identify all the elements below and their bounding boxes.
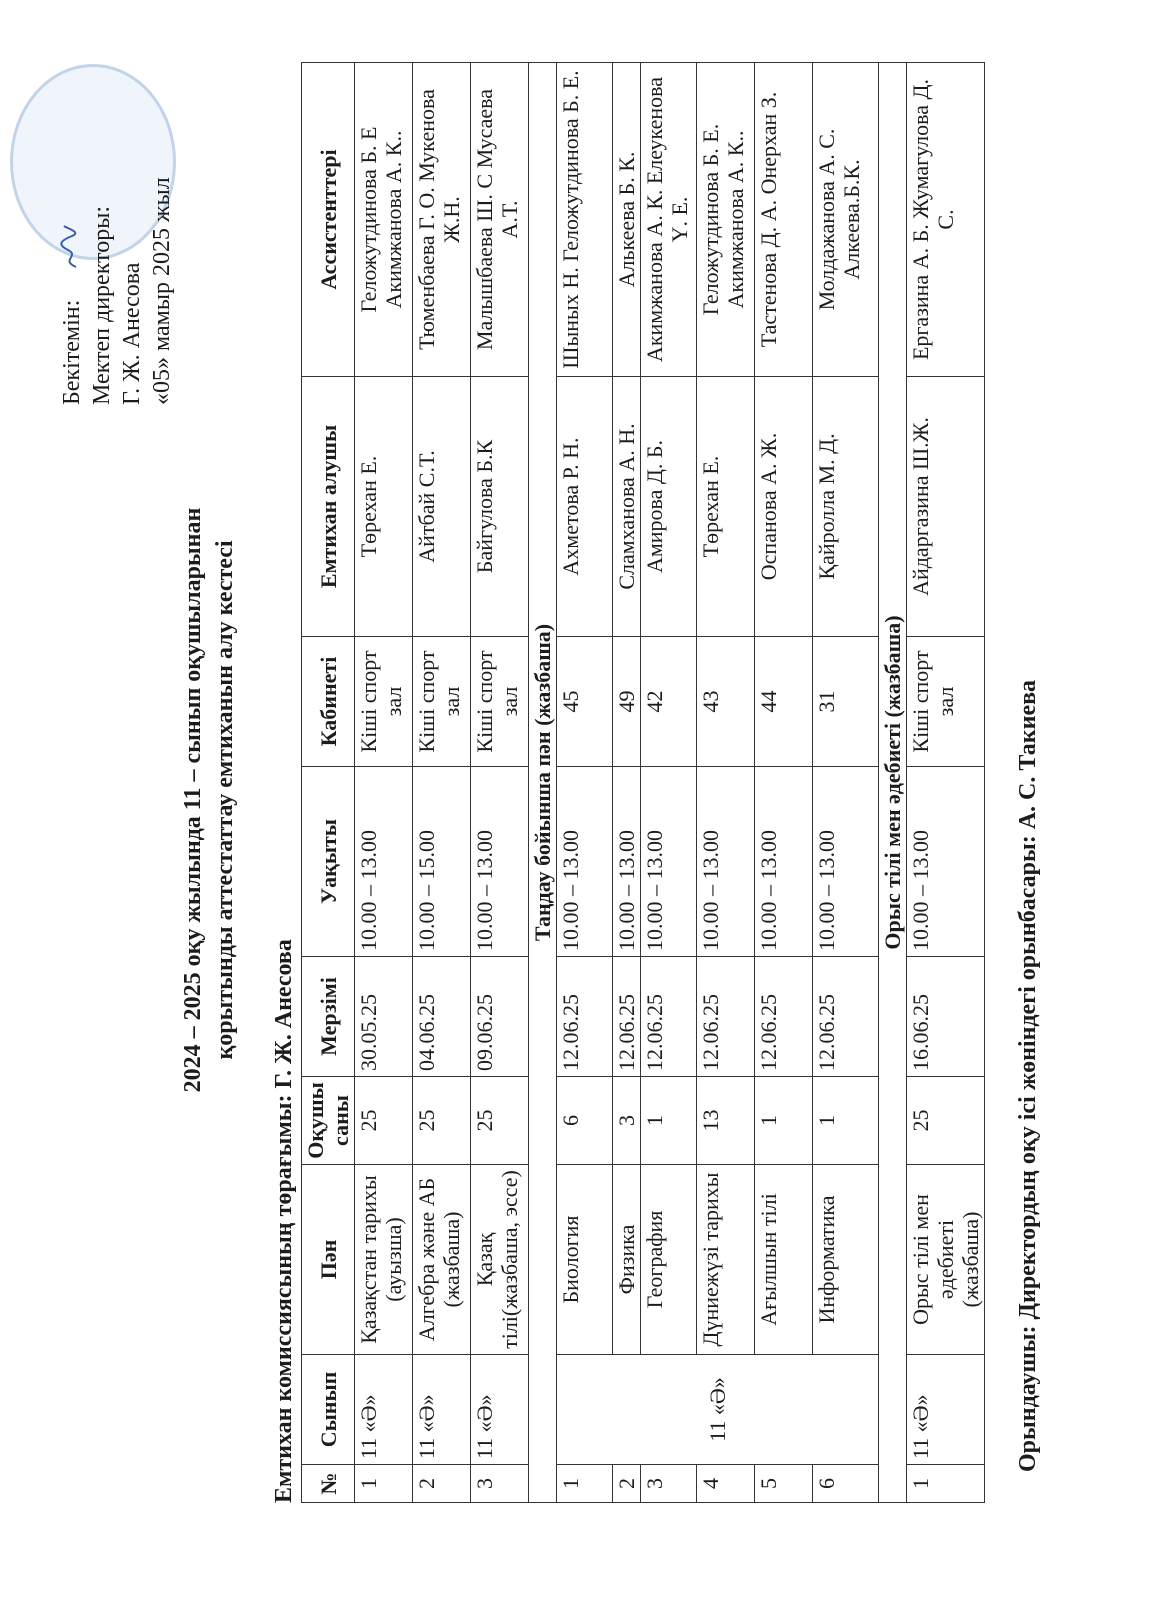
cell-room: Кіші спорт зал	[471, 637, 529, 767]
cell-students: 13	[697, 1077, 755, 1165]
cell-subject: Физика	[613, 1165, 641, 1355]
cell-date: 12.06.25	[755, 957, 813, 1077]
cell-time: 10.00 – 13.00	[641, 767, 697, 957]
approval-block	[57, 177, 177, 405]
cell-class: 11 «Ә»	[413, 1355, 471, 1465]
cell-assistants: Ергазина А. Б. Жумагулова Д. С.	[907, 63, 985, 377]
table-row	[697, 63, 755, 1503]
cell-date: 12.06.25	[697, 957, 755, 1077]
approval-director: Мектеп директоры:	[89, 205, 115, 405]
section-row-elective	[529, 63, 557, 1503]
col-header-students: Оқушы саны	[302, 1077, 355, 1165]
cell-assistants: Геложутдинова Б. Е. Акимжанова А. К..	[697, 63, 755, 377]
cell-room: 31	[813, 637, 879, 767]
cell-num: 1	[557, 1465, 613, 1503]
cell-time: 10.00 – 15.00	[413, 767, 471, 957]
cell-students: 25	[907, 1077, 985, 1165]
section-title-elective: Таңдау бойынша пән (жазбаша)	[529, 63, 557, 1503]
cell-students: 6	[557, 1077, 613, 1165]
cell-date: 04.06.25	[413, 957, 471, 1077]
col-header-class: Сынып	[302, 1355, 355, 1465]
cell-subject: Қазақстан тарихы (ауызша)	[355, 1165, 413, 1355]
cell-examiner: Айдаргазина Ш.Ж.	[907, 377, 985, 637]
cell-students: 25	[471, 1077, 529, 1165]
cell-examiner: Төрехан Е.	[355, 377, 413, 637]
cell-num: 2	[413, 1465, 471, 1503]
cell-date: 12.06.25	[557, 957, 613, 1077]
cell-subject: Дүниежүзі тарихы	[697, 1165, 755, 1355]
col-header-time: Уақыты	[302, 767, 355, 957]
cell-room: 43	[697, 637, 755, 767]
cell-assistants: Алькеева Б. К.	[613, 63, 641, 377]
schedule-table	[301, 62, 985, 1503]
table-row	[641, 63, 697, 1503]
cell-students: 1	[641, 1077, 697, 1165]
cell-assistants: Тастенова Д. А. Онерхан З.	[755, 63, 813, 377]
cell-subject: Орыс тілі мен әдебиеті (жазбаша)	[907, 1165, 985, 1355]
cell-room: Кіші спорт зал	[355, 637, 413, 767]
cell-class-merged: 11 «Ә»	[557, 1355, 879, 1465]
cell-room: 45	[557, 637, 613, 767]
col-header-num: №	[302, 1465, 355, 1503]
cell-students: 25	[355, 1077, 413, 1165]
cell-date: 09.06.25	[471, 957, 529, 1077]
cell-time: 10.00 – 13.00	[613, 767, 641, 957]
cell-time: 10.00 – 13.00	[471, 767, 529, 957]
cell-assistants: Геложутдинова Б. Е Акимжанова А. К..	[355, 63, 413, 377]
commission-chair: Емтихан комиссиясының төрағымы: Г. Ж. Анесова	[271, 939, 297, 1503]
cell-num: 2	[613, 1465, 641, 1503]
table-row	[813, 63, 879, 1503]
cell-subject: География	[641, 1165, 697, 1355]
cell-time: 10.00 – 13.00	[557, 767, 613, 957]
cell-date: 12.06.25	[641, 957, 697, 1077]
page-title-line2: қорытынды аттестаттау емтиханын алу кестесі	[212, 540, 238, 1060]
cell-subject: Қазақ тілі(жазбаша, эссе)	[471, 1165, 529, 1355]
cell-examiner: Байгулова Б.К	[471, 377, 529, 637]
table-row	[755, 63, 813, 1503]
col-header-room: Кабинеті	[302, 637, 355, 767]
cell-subject: Биология	[557, 1165, 613, 1355]
executor-line: Орындаушы: Директордың оқу ісі жөніндегі орынбасары: А. С. Такиева	[1015, 679, 1041, 1472]
table-row	[471, 63, 529, 1503]
approval-label: Бекітемін:	[59, 299, 85, 405]
page-title-line1: 2024 – 2025 оқу жылында 11 – сынып оқушыларынан	[180, 507, 206, 1093]
cell-date: 12.06.25	[813, 957, 879, 1077]
cell-assistants: Молдажанова А. С. Алкеева.Б.К.	[813, 63, 879, 377]
cell-time: 10.00 – 13.00	[907, 767, 985, 957]
cell-students: 1	[755, 1077, 813, 1165]
col-header-subject: Пән	[302, 1165, 355, 1355]
cell-subject: Ағылшын тілі	[755, 1165, 813, 1355]
section-row-russian	[879, 63, 907, 1503]
cell-date: 16.06.25	[907, 957, 985, 1077]
cell-subject: Алгебра және АБ (жазбаша)	[413, 1165, 471, 1355]
cell-room: Кіші спорт зал	[413, 637, 471, 767]
approval-date: «05» мамыр 2025 жыл	[149, 177, 175, 405]
cell-date: 12.06.25	[613, 957, 641, 1077]
cell-assistants: Шыных Н. Геложутдинова Б. Е.	[557, 63, 613, 377]
cell-num: 1	[907, 1465, 985, 1503]
cell-room: 42	[641, 637, 697, 767]
cell-examiner: Қайролла М. Д.	[813, 377, 879, 637]
cell-num: 3	[641, 1465, 697, 1503]
cell-time: 10.00 – 13.00	[755, 767, 813, 957]
cell-num: 3	[471, 1465, 529, 1503]
cell-class: 11 «Ә»	[907, 1355, 985, 1465]
cell-num: 4	[697, 1465, 755, 1503]
approval-name: Г. Ж. Анесова	[119, 262, 145, 405]
cell-assistants: Тюменбаева Г. О. Мукенова Ж.Н.	[413, 63, 471, 377]
cell-examiner: Оспанова А. Ж.	[755, 377, 813, 637]
col-header-examiner: Емтихан алушы	[302, 377, 355, 637]
cell-students: 3	[613, 1077, 641, 1165]
cell-room: 49	[613, 637, 641, 767]
cell-examiner: Сламханова А. Н.	[613, 377, 641, 637]
cell-date: 30.05.25	[355, 957, 413, 1077]
cell-class: 11 «Ә»	[355, 1355, 413, 1465]
cell-num: 6	[813, 1465, 879, 1503]
table-row	[613, 63, 641, 1503]
cell-assistants: Малышбаева Ш. С Мусаева А.Т.	[471, 63, 529, 377]
cell-class: 11 «Ә»	[471, 1355, 529, 1465]
cell-room: Кіші спорт зал	[907, 637, 985, 767]
cell-examiner: Төрехан Е.	[697, 377, 755, 637]
table-row	[413, 63, 471, 1503]
cell-examiner: Амирова Д. Б.	[641, 377, 697, 637]
cell-room: 44	[755, 637, 813, 767]
cell-students: 1	[813, 1077, 879, 1165]
cell-num: 5	[755, 1465, 813, 1503]
col-header-date: Мерзімі	[302, 957, 355, 1077]
col-header-assistants: Ассистенттері	[302, 63, 355, 377]
cell-subject: Информатика	[813, 1165, 879, 1355]
table-row	[355, 63, 413, 1503]
table-row	[907, 63, 985, 1503]
cell-examiner: Ахметова Р. Н.	[557, 377, 613, 637]
cell-time: 10.00 – 13.00	[813, 767, 879, 957]
cell-time: 10.00 – 13.00	[697, 767, 755, 957]
cell-assistants: Акимжанова А. К. Елеукенова Ү. Е.	[641, 63, 697, 377]
cell-num: 1	[355, 1465, 413, 1503]
table-row	[557, 63, 613, 1503]
cell-students: 25	[413, 1077, 471, 1165]
section-title-russian: Орыс тілі мен әдебиеті (жазбаша)	[879, 63, 907, 1503]
table-header-row	[302, 63, 355, 1503]
cell-examiner: Айтбай С.Т.	[413, 377, 471, 637]
cell-time: 10.00 – 13.00	[355, 767, 413, 957]
